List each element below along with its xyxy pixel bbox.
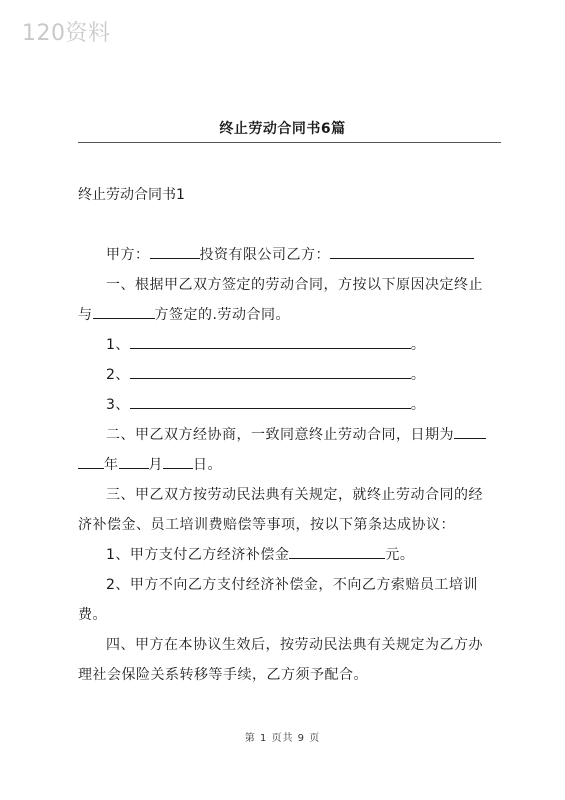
reason-item-number: 1、	[106, 337, 130, 353]
section-heading: 终止劳动合同书1	[78, 187, 185, 203]
company-label: 投资有限公司乙方：	[199, 247, 330, 263]
party-a-label: 甲方：	[106, 247, 150, 263]
party-b-blank[interactable]	[330, 244, 474, 259]
reason-item-end: 。	[410, 337, 426, 353]
reason-item-2	[106, 364, 425, 384]
party-line	[106, 244, 474, 264]
clause-1-prefix: 与	[78, 307, 93, 323]
clause-2-line-1	[106, 424, 486, 444]
reason-item-end: 。	[410, 397, 426, 413]
year-label: 年	[104, 457, 119, 473]
compensation-text: 1、甲方支付乙方经济补偿金	[106, 547, 290, 563]
reason-blank-1[interactable]	[130, 334, 411, 349]
month-blank[interactable]	[119, 454, 149, 469]
clause-1-suffix: 方签定的.劳动合同。	[154, 307, 290, 323]
day-blank[interactable]	[163, 454, 193, 469]
clause-1-line-1: 一、根据甲乙双方签定的劳动合同，方按以下原因决定终止	[106, 277, 483, 293]
reason-item-3	[106, 394, 425, 414]
clause-3-1	[106, 544, 414, 564]
day-label: 日。	[193, 457, 222, 473]
reason-blank-2[interactable]	[130, 364, 411, 379]
year-blank-part-1[interactable]	[454, 424, 486, 439]
counterparty-blank[interactable]	[93, 304, 155, 319]
compensation-unit: 元。	[385, 547, 415, 563]
reason-blank-3[interactable]	[130, 394, 411, 409]
reason-item-number: 2、	[106, 367, 130, 383]
title-divider	[78, 142, 501, 143]
reason-item-number: 3、	[106, 397, 130, 413]
page-footer: 第 1 页共 9 页	[244, 733, 321, 744]
clause-2-text: 二、甲乙双方经协商，一致同意终止劳动合同，日期为	[106, 427, 454, 443]
clause-3-2-line-2: 费。	[78, 607, 107, 623]
clause-3-2-line-1: 2、甲方不向乙方支付经济补偿金，不向乙方索赔员工培训	[106, 577, 478, 593]
clause-4-line-2: 理社会保险关系转移等手续，乙方须予配合。	[78, 667, 368, 683]
watermark: 120资料	[22, 21, 111, 46]
clause-3-line-1: 三、甲乙双方按劳动民法典有关规定，就终止劳动合同的经	[106, 487, 483, 503]
reason-item-end: 。	[410, 367, 426, 383]
clause-2-line-2	[78, 454, 222, 474]
month-label: 月	[148, 457, 163, 473]
party-a-blank[interactable]	[150, 244, 200, 259]
year-blank-part-2[interactable]	[78, 454, 104, 469]
document-title: 终止劳动合同书6篇	[219, 121, 346, 137]
compensation-amount-blank[interactable]	[289, 544, 385, 559]
clause-3-line-2: 济补偿金、员工培训费赔偿等事项，按以下第条达成协议：	[78, 517, 455, 533]
reason-item-1	[106, 334, 425, 354]
clause-4-line-1: 四、甲方在本协议生效后，按劳动民法典有关规定为乙方办	[106, 637, 483, 653]
clause-1-line-2	[78, 304, 290, 324]
